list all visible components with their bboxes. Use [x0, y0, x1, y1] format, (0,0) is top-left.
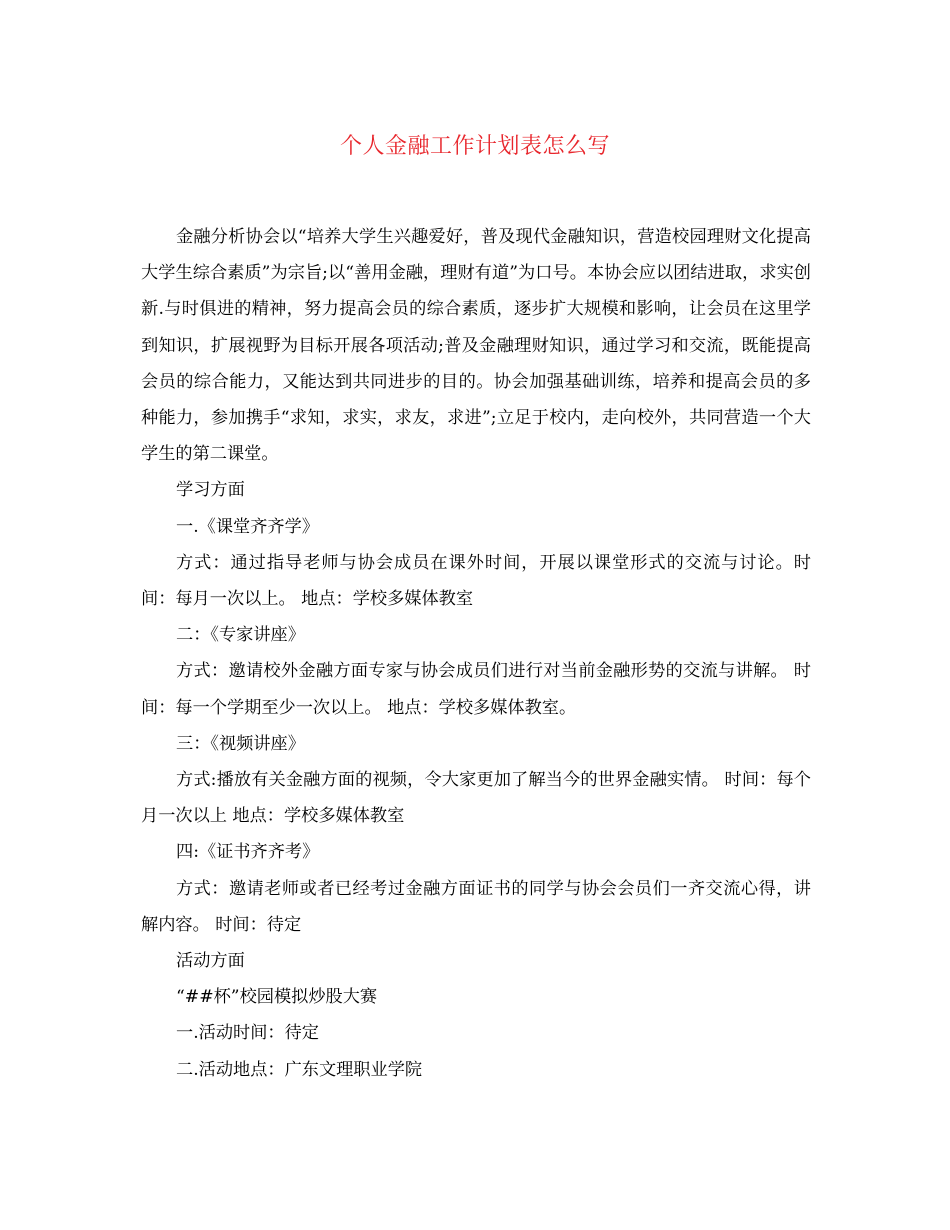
paragraph-video-lecture-details: 方式:播放有关金融方面的视频，令大家更加了解当今的世界金融实情。 时间：每个月一次以上 地点：学校多媒体教室 [141, 770, 811, 827]
item-heading-video-lecture: 三：《视频讲座》 [176, 733, 305, 754]
paragraph-classroom-details: 方式：通过指导老师与协会成员在课外时间，开展以课堂形式的交流与讨论。时间：每月一次以上。 地点：学校多媒体教室 [141, 552, 811, 610]
paragraph-certificate-details: 方式：邀请老师或者已经考过金融方面证书的同学与协会会员们一齐交流心得，讲解内容。 时间：待定 [141, 878, 811, 935]
item-heading-certificate: 四:《证书齐齐考》 [176, 842, 320, 863]
section-heading-activities: 活动方面 [176, 951, 245, 972]
paragraph-expert-lecture-details: 方式：邀请校外金融方面专家与协会成员们进行对当前金融形势的交流与讲解。 时间：每一个学期至少一次以上。 地点：学校多媒体教室。 [141, 661, 811, 718]
item-heading-expert-lecture: 二：《专家讲座》 [176, 625, 305, 646]
activity-location: 二.活动地点：广东文理职业学院 [176, 1059, 423, 1080]
document-title: 个人金融工作计划表怎么写 [339, 134, 610, 159]
activity-title: “##杯”校园模拟炒股大赛 [176, 987, 378, 1008]
activity-time: 一.活动时间：待定 [176, 1023, 319, 1044]
paragraph-intro: 金融分析协会以“培养大学生兴趣爱好，普及现代金融知识，营造校园理财文化提高大学生综合素质”为宗旨;以“善用金融，理财有道”为口号。本协会应以团结进取，求实创新.与时俱进的精神，努力提高会员的综合素质，逐步扩大规模和影响，让会员在这里学到知识，扩展视野为目标开展各项活动;普及金融理财知识，通过学习和交流，既能提高会员的综合能力，又能达到共同进步的目的。协会加强基础训练，培养和提高会员的多种能力，参加携手“求知，求实，求友，求进”;立足于校内，走向校外，共同营造一个大学生的第二课堂。 [141, 227, 811, 465]
item-heading-classroom: 一.《课堂齐齐学》 [176, 516, 319, 537]
section-heading-study: 学习方面 [176, 480, 245, 501]
document-body [141, 219, 811, 1088]
